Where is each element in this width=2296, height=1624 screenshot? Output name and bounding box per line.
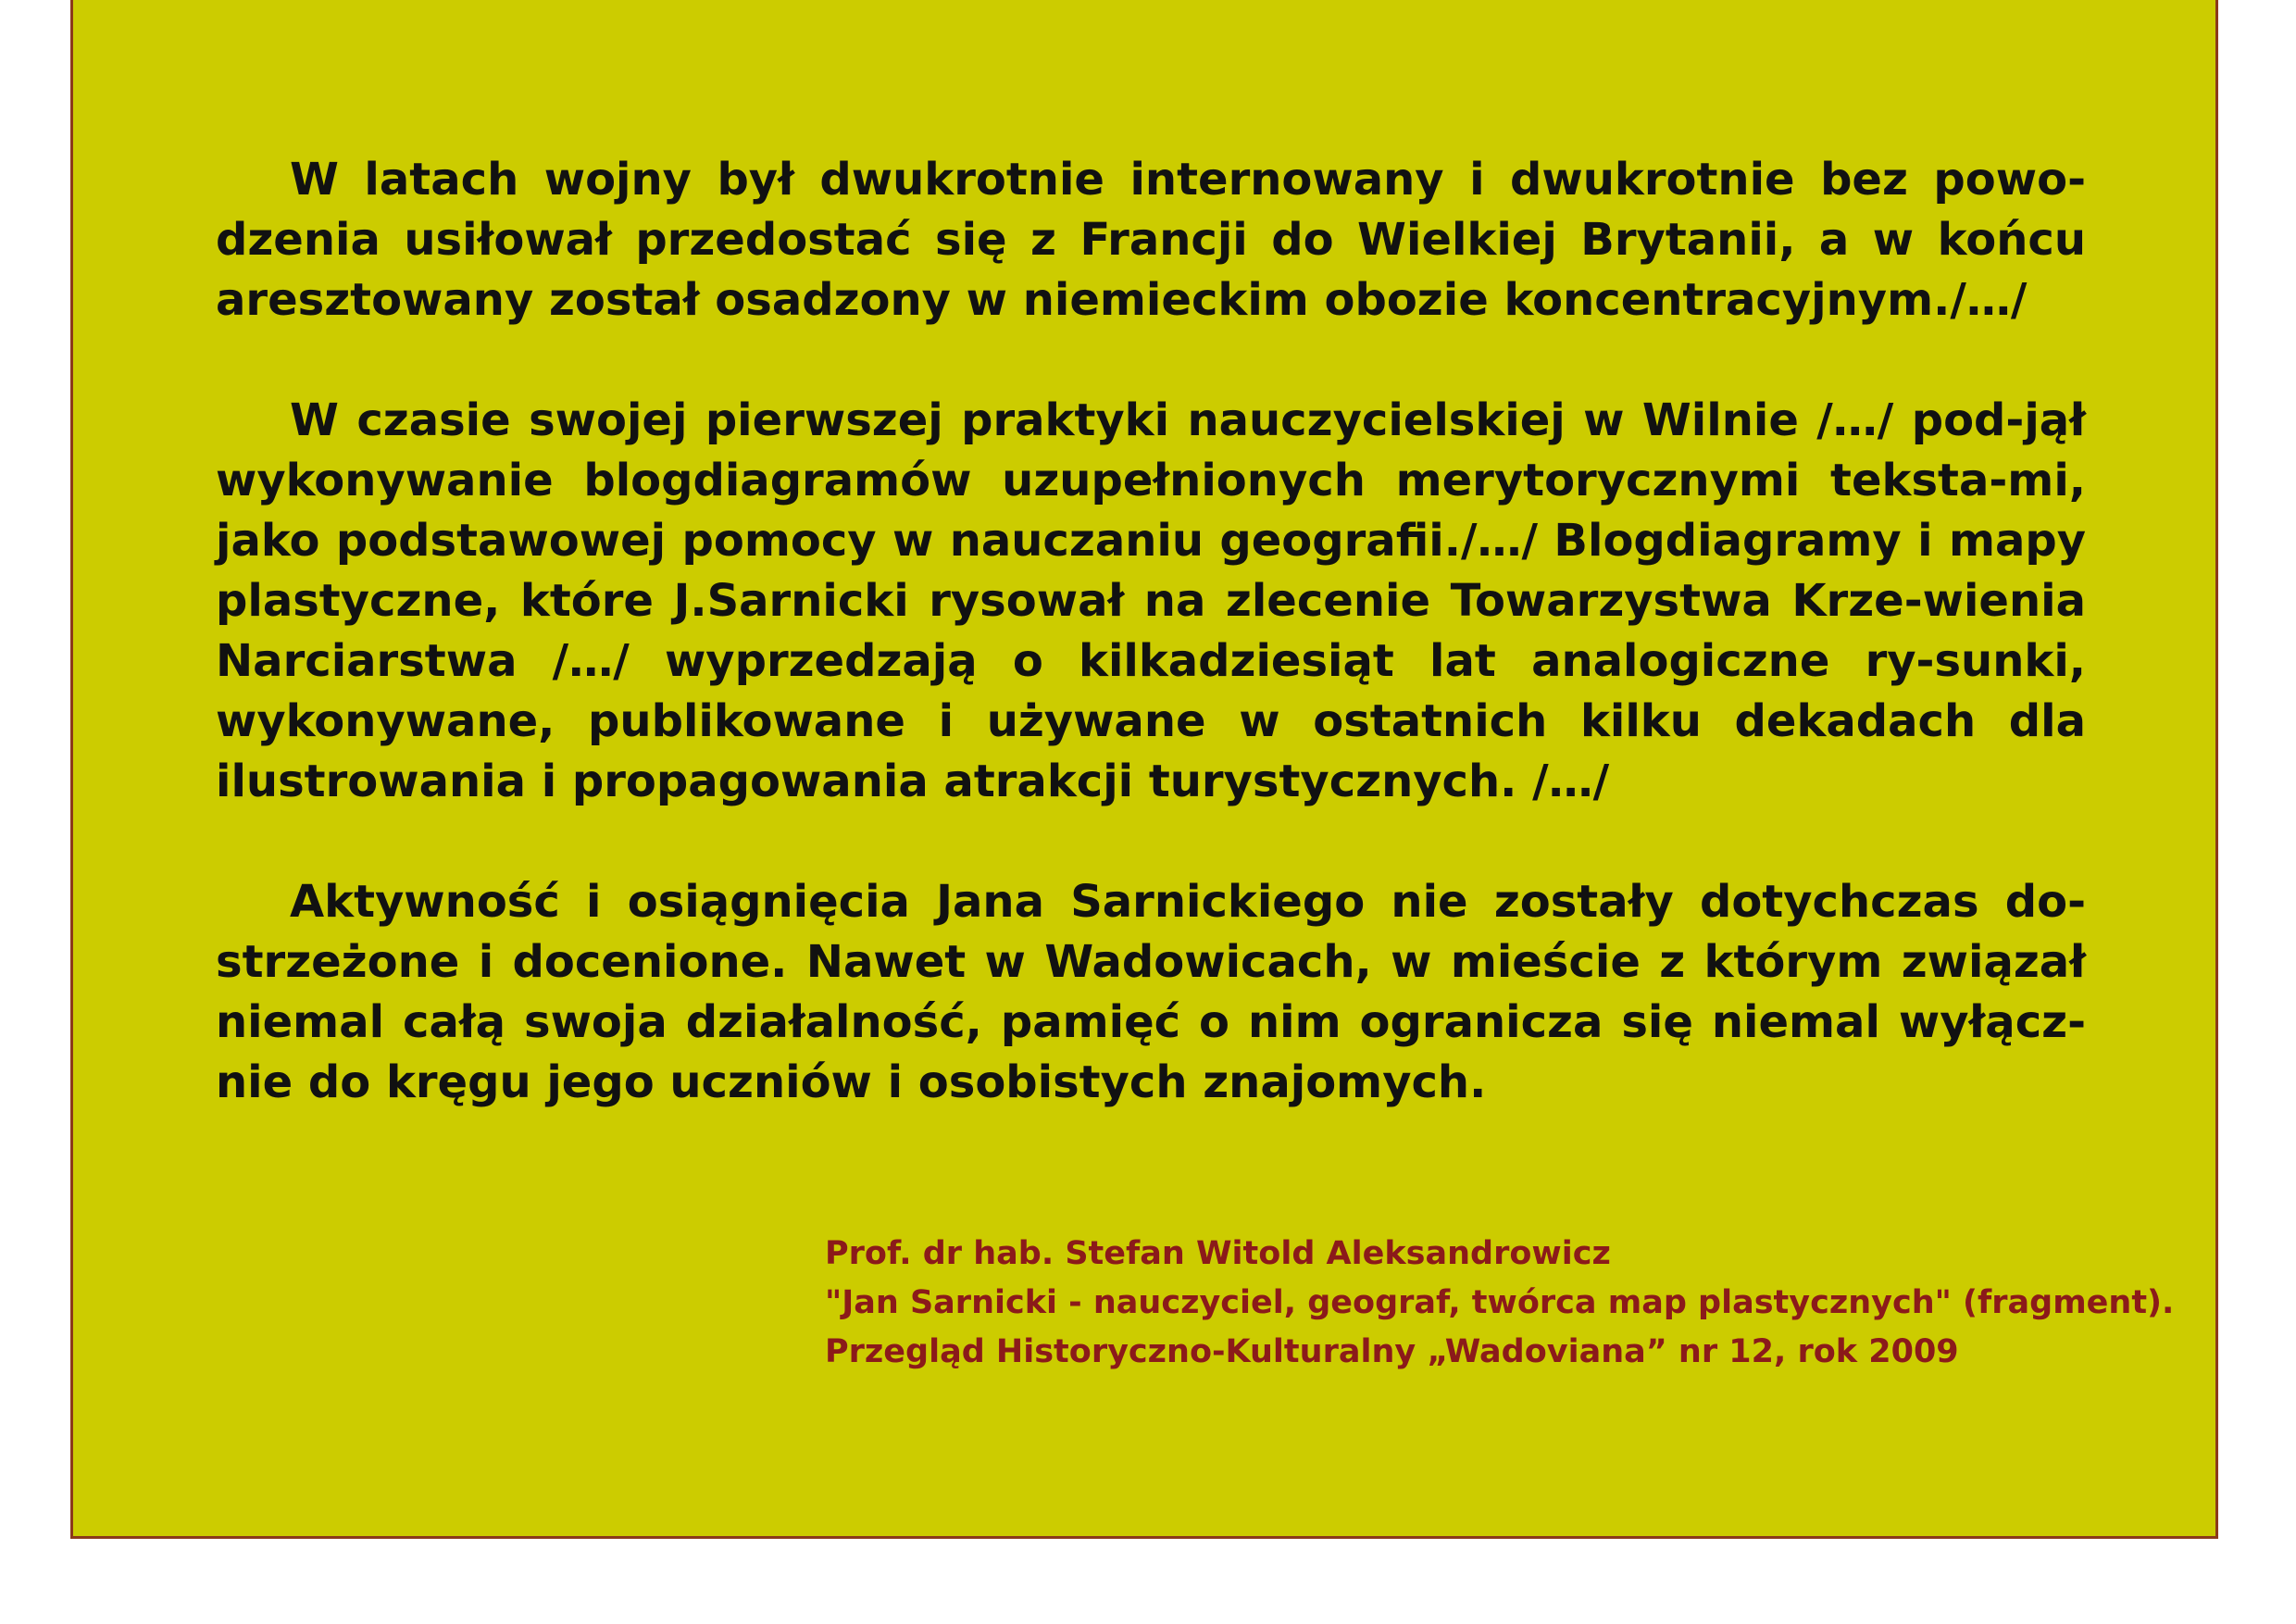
citation-work: "Jan Sarnicki - nauczyciel, geograf, twórca map plastycznych" (fragment).	[825, 1284, 2175, 1321]
paragraph-3: Aktywność i osiągnięcia Jana Sarnickiego nie zostały dotychczas do-strzeżone i docenione. Nawet w Wadowicach, w mieście z którym związał niemal całą swoja działalność, pamięć o nim ogranicza się niemal wyłącz-nie do kręgu jego uczniów i osobistych znajomych.	[216, 876, 2086, 1108]
citation-author: Prof. dr hab. Stefan Witold Aleksandrowicz	[825, 1235, 1611, 1272]
content-panel	[70, 0, 2218, 1539]
article-body	[216, 150, 2086, 1113]
citation-block	[825, 1230, 2174, 1377]
citation-source: Przegląd Historyczno-Kulturalny „Wadoviana” nr 12, rok 2009	[825, 1333, 1959, 1370]
paragraph-1: W latach wojny był dwukrotnie internowany i dwukrotnie bez powo-dzenia usiłował przedostać się z Francji do Wielkiej Brytanii, a w końcu aresztowany został osadzony w niemieckim obozie koncentracyjnym./…/	[216, 154, 2086, 326]
paragraph-2: W czasie swojej pierwszej praktyki nauczycielskiej w Wilnie /…/ pod-jął wykonywanie blogdiagramów uzupełnionych merytorycznymi teksta-mi, jako podstawowej pomocy w nauczaniu geografii./…/ Blogdiagramy i mapy plastyczne, które J.Sarnicki rysował na zlecenie Towarzystwa Krze-wienia Narciarstwa /…/ wyprzedzają o kilkadziesiąt lat analogiczne ry-sunki, wykonywane, publikowane i używane w ostatnich kilku dekadach dla ilustrowania i propagowania atrakcji turystycznych. /…/	[216, 394, 2086, 807]
